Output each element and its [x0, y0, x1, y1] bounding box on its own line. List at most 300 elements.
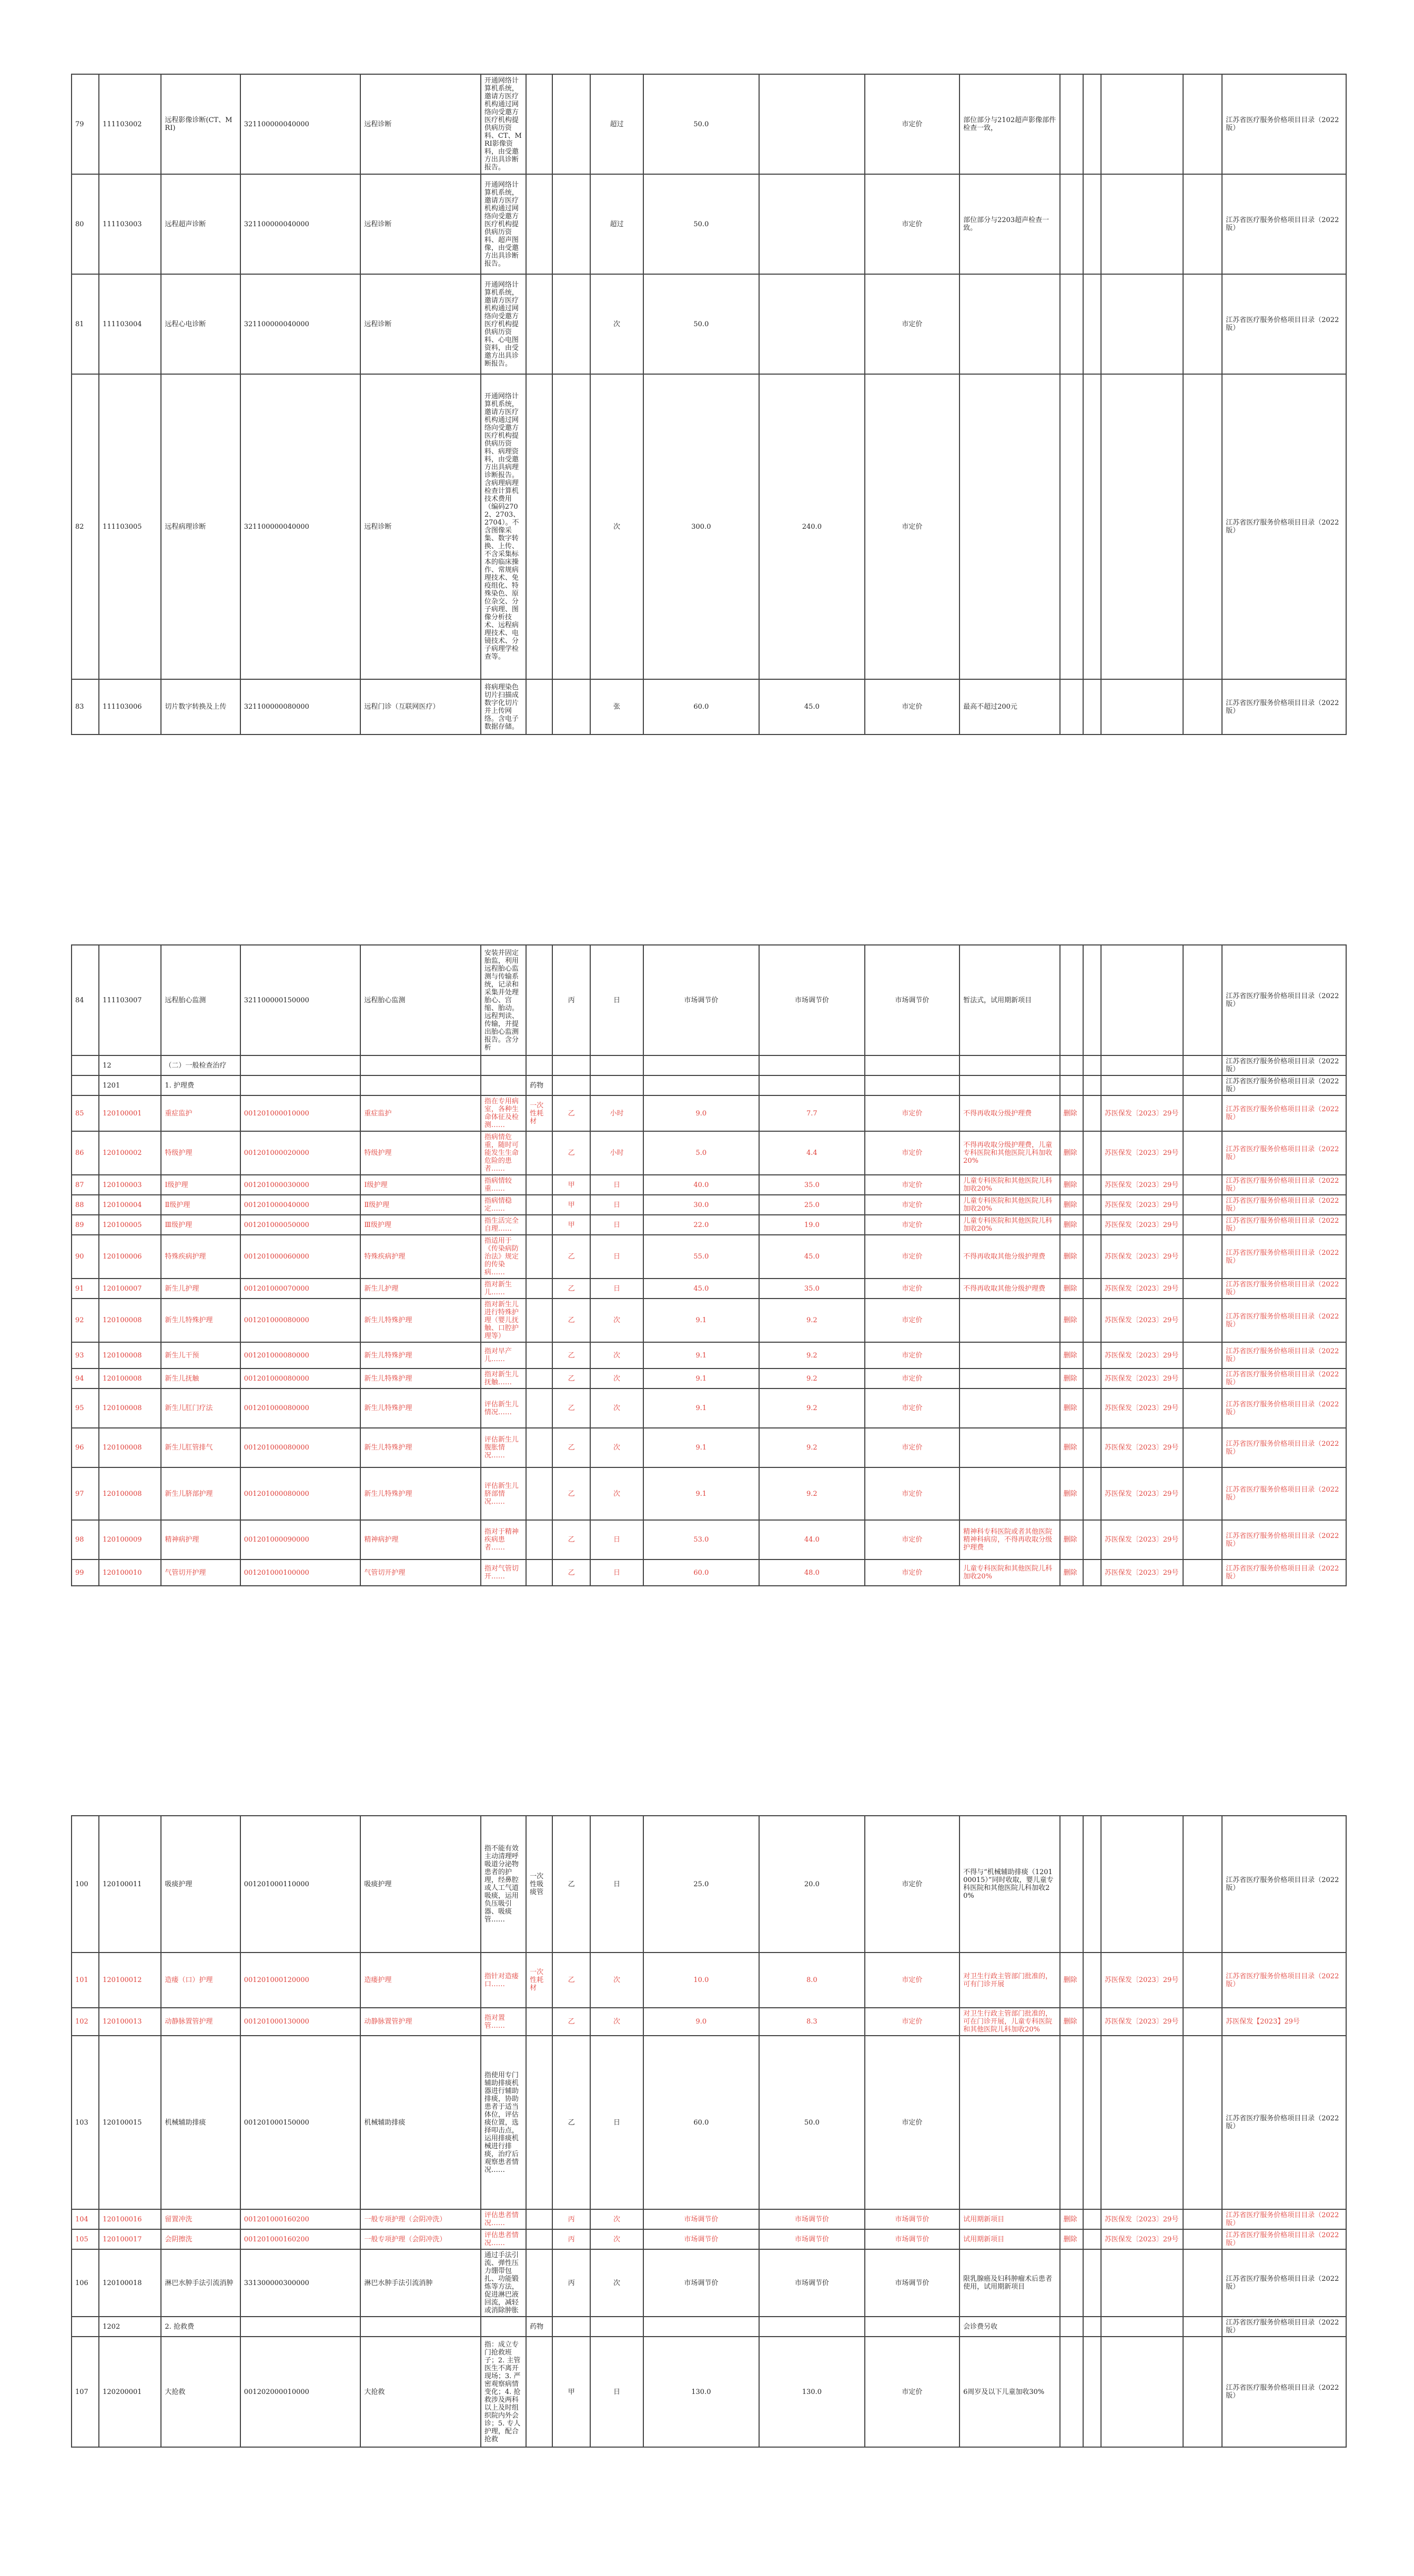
cell-text: 新生儿肛门疗法 — [165, 1404, 213, 1412]
table-cell — [1183, 1467, 1222, 1520]
table-cell — [1222, 679, 1346, 734]
table-cell — [590, 679, 643, 734]
table-cell — [526, 2209, 552, 2229]
table-cell — [72, 1520, 99, 1559]
table-cell — [72, 1095, 99, 1131]
table-cell — [72, 2317, 99, 2337]
cell-text: 江苏省医疗服务价格项目目录（2022版） — [1226, 2319, 1339, 2334]
table-cell — [1101, 274, 1183, 374]
cell-text: 次 — [613, 1316, 620, 1324]
table-row — [72, 2008, 1346, 2036]
table-cell — [72, 2229, 99, 2249]
table-cell — [643, 1075, 760, 1095]
table-cell — [865, 1075, 959, 1095]
cell-text: 指不能有效主动清理呼吸道分泌物患者的护理，经鼻腔或人工气道吸痰，运用负压吸引器、吸痰管…… — [484, 1845, 519, 1924]
table-cell — [240, 1235, 361, 1279]
cell-text: 91 — [75, 1284, 84, 1293]
table-cell — [360, 1388, 481, 1428]
table-cell — [759, 1095, 864, 1131]
cell-text: 远程影像诊断(CT、MRI) — [165, 116, 233, 132]
table-cell — [1060, 1215, 1083, 1235]
cell-text: 9.0 — [695, 2018, 707, 2026]
table-cell — [240, 1816, 361, 1953]
table-cell — [1183, 1279, 1222, 1299]
cell-text: 江苏省医疗服务价格项目目录（2022版） — [1226, 2384, 1339, 2400]
table-cell — [360, 2209, 481, 2229]
cell-text: 乙 — [568, 1284, 575, 1293]
table-cell — [1083, 1299, 1101, 1342]
cell-text: 市场调节价 — [794, 2215, 829, 2223]
table-cell — [240, 1467, 361, 1520]
cell-text: 30.0 — [693, 1201, 709, 1209]
table-cell — [759, 1368, 864, 1388]
table-cell — [759, 1235, 864, 1279]
cell-text: 新生儿特殊护理 — [364, 1444, 412, 1452]
table-cell — [865, 2036, 959, 2209]
table-row — [72, 1195, 1346, 1215]
table-cell — [161, 1299, 240, 1342]
table-cell — [759, 679, 864, 734]
cell-text: 市定价 — [902, 1109, 923, 1118]
table-cell — [161, 1055, 240, 1075]
table-cell — [1083, 1953, 1101, 2008]
cell-text: 会阴擦洗 — [165, 2235, 193, 2243]
cell-text: 120100002 — [103, 1149, 142, 1157]
table-cell — [161, 1215, 240, 1235]
table-cell — [959, 2317, 1059, 2337]
table-cell — [865, 374, 959, 679]
table-cell — [481, 1095, 526, 1131]
table-cell — [759, 945, 864, 1055]
cell-text: 60.0 — [693, 1568, 709, 1577]
cell-text: 删除 — [1063, 1109, 1077, 1118]
cell-text: 92 — [75, 1316, 84, 1324]
cell-text: 指适用于《传染病防治法》规定的传染病…… — [484, 1237, 519, 1276]
cell-text: 部位部分与2203超声检查一致。 — [963, 216, 1049, 232]
table-cell — [526, 1299, 552, 1342]
cell-text: 001201000080000 — [244, 1374, 309, 1383]
cell-text: 机械辅助排痰 — [165, 2118, 206, 2127]
table-cell — [1222, 74, 1346, 174]
table-cell — [161, 2209, 240, 2229]
table-cell — [590, 1816, 643, 1953]
table-cell — [526, 1175, 552, 1195]
table-cell — [1060, 1095, 1083, 1131]
cell-text: 001201000100000 — [244, 1568, 309, 1577]
table-cell — [240, 2229, 361, 2249]
cell-text: 新生儿抚触 — [165, 1374, 199, 1383]
table-row — [72, 1095, 1346, 1131]
cell-text: 远程心电诊断 — [165, 320, 206, 328]
table-cell — [759, 1342, 864, 1368]
table-cell — [1183, 1342, 1222, 1368]
cell-text: 甲 — [568, 1221, 575, 1229]
cell-text: Ⅰ级护理 — [165, 1181, 188, 1189]
table-cell — [72, 1559, 99, 1586]
table-cell — [590, 2036, 643, 2209]
table-cell — [526, 2008, 552, 2036]
table-cell — [1183, 945, 1222, 1055]
table-cell — [240, 2209, 361, 2229]
cell-text: 新生儿特殊护理 — [364, 1490, 412, 1498]
table-cell — [72, 1816, 99, 1953]
cell-text: 特级护理 — [165, 1149, 193, 1157]
cell-text: 日 — [613, 996, 620, 1004]
cell-text: 江苏省医疗服务价格项目目录（2022版） — [1226, 1486, 1339, 1502]
cell-text: 日 — [613, 1201, 620, 1209]
table-cell — [240, 1215, 361, 1235]
cell-text: 远程诊断 — [364, 320, 392, 328]
cell-text: 会诊费另收 — [963, 2322, 998, 2331]
table-cell — [1083, 1816, 1101, 1953]
table-cell — [1101, 1055, 1183, 1075]
cell-text: 321100000040000 — [244, 522, 309, 531]
cell-text: 100 — [75, 1880, 88, 1888]
table-cell — [526, 1388, 552, 1428]
table-cell — [360, 1279, 481, 1299]
table-cell — [1222, 174, 1346, 274]
table-cell — [1083, 1428, 1101, 1467]
table-cell — [1101, 1428, 1183, 1467]
table-cell — [72, 74, 99, 174]
cell-text: 120100007 — [103, 1284, 142, 1293]
cell-text: 市定价 — [902, 2118, 923, 2127]
cell-text: 江苏省医疗服务价格项目目录（2022版） — [1226, 1565, 1339, 1581]
cell-text: 江苏省医疗服务价格项目目录（2022版） — [1226, 992, 1339, 1008]
cell-text: 日 — [613, 1880, 620, 1888]
table-cell — [643, 1816, 760, 1953]
cell-text: 9.2 — [806, 1316, 817, 1324]
table-cell — [590, 1131, 643, 1175]
table-cell — [161, 1953, 240, 2008]
cell-text: 120100017 — [103, 2235, 142, 2243]
table-cell — [1083, 1095, 1101, 1131]
cell-text: 市场调节价 — [895, 2235, 930, 2243]
cell-text: 55.0 — [693, 1253, 709, 1261]
cell-text: 90 — [75, 1253, 84, 1261]
table-cell — [1083, 1235, 1101, 1279]
table-cell — [99, 1368, 161, 1388]
cell-text: 江苏省医疗服务价格项目目录（2022版） — [1226, 519, 1339, 535]
cell-text: 85 — [75, 1109, 84, 1118]
cell-text: 气管切开护理 — [165, 1568, 206, 1577]
table-cell — [1222, 2209, 1346, 2229]
table-cell — [1060, 1195, 1083, 1215]
table-cell — [959, 1215, 1059, 1235]
cell-text: 指对于精神疾病患者…… — [484, 1528, 519, 1552]
table-cell — [360, 945, 481, 1055]
table-cell — [1060, 1299, 1083, 1342]
cell-text: 120100004 — [103, 1201, 142, 1209]
cell-text: 指病情危重，随时可能发生生命危险的患者…… — [484, 1133, 519, 1173]
cell-text: 通过手法引流、弹性压力绷带包扎、功能锻炼等方法，促进淋巴液回流，减轻或消除肿胀 — [484, 2251, 519, 2315]
cell-text: 江苏省医疗服务价格项目目录（2022版） — [1226, 1440, 1339, 1456]
cell-text: 130.0 — [691, 2388, 711, 2396]
cell-text: 丙 — [568, 996, 575, 1004]
cell-text: 重症监护 — [165, 1109, 193, 1118]
cell-text: 气管切开护理 — [364, 1568, 406, 1577]
cell-text: 35.0 — [804, 1181, 820, 1189]
cell-text: 超过 — [610, 220, 624, 228]
table-cell — [552, 2209, 590, 2229]
table-cell — [161, 1368, 240, 1388]
cell-text: 删除 — [1063, 1253, 1077, 1261]
table-cell — [590, 174, 643, 274]
table-cell — [360, 2249, 481, 2317]
table-cell — [865, 1299, 959, 1342]
table-cell — [552, 2317, 590, 2337]
table-cell — [552, 2337, 590, 2447]
table-cell — [1083, 2317, 1101, 2337]
table-cell — [590, 1467, 643, 1520]
table-cell — [1222, 2229, 1346, 2249]
table-cell — [1183, 1095, 1222, 1131]
cell-text: 86 — [75, 1149, 84, 1157]
table-row — [72, 1075, 1346, 1095]
table-cell — [240, 1520, 361, 1559]
cell-text: 苏医保发〔2023〕29号 — [1104, 1490, 1179, 1498]
table-cell — [360, 1368, 481, 1388]
cell-text: 删除 — [1063, 1404, 1077, 1412]
table-cell — [526, 74, 552, 174]
cell-text: 321100000040000 — [244, 220, 309, 228]
cell-text: 删除 — [1063, 2235, 1077, 2243]
table-cell — [1060, 1388, 1083, 1428]
table-cell — [360, 1299, 481, 1342]
table-cell — [1183, 1816, 1222, 1953]
table-row — [72, 1215, 1346, 1235]
cell-text: 乙 — [568, 1374, 575, 1383]
table-cell — [161, 1342, 240, 1368]
table-cell — [643, 945, 760, 1055]
table-cell — [552, 1953, 590, 2008]
cell-text: 新生儿特殊护理 — [165, 1316, 213, 1324]
table-cell — [552, 1299, 590, 1342]
table-cell — [526, 679, 552, 734]
cell-text: 江苏省医疗服务价格项目目录（2022版） — [1226, 1281, 1339, 1296]
table-cell — [526, 274, 552, 374]
table-cell — [1183, 1559, 1222, 1586]
table-cell — [865, 1467, 959, 1520]
table-cell — [240, 945, 361, 1055]
cell-text: 江苏省医疗服务价格项目目录（2022版） — [1226, 216, 1339, 232]
table-cell — [1060, 1520, 1083, 1559]
table-cell — [759, 1195, 864, 1215]
table-cell — [1101, 2317, 1183, 2337]
cell-text: 市场调节价 — [794, 2279, 829, 2287]
cell-text: 市定价 — [902, 1351, 923, 1360]
table-cell — [959, 2337, 1059, 2447]
table-cell — [865, 1215, 959, 1235]
cell-text: 1. 护理费 — [165, 1081, 194, 1090]
table-cell — [526, 2249, 552, 2317]
cell-text: 张 — [613, 703, 620, 711]
table-cell — [360, 1559, 481, 1586]
table-cell — [865, 2008, 959, 2036]
table-cell — [240, 2337, 361, 2447]
table-cell — [99, 1279, 161, 1299]
table-cell — [161, 2249, 240, 2317]
table-cell — [481, 2337, 526, 2447]
table-cell — [759, 2337, 864, 2447]
cell-text: 精神科专科医院或者其他医院精神科病房，不得再收取分级护理费 — [963, 1528, 1053, 1552]
cell-text: 开通网络计算机系统，邀请方医疗机构通过网络向受邀方医疗机构提供病历资料、病理资料，由受邀方出具病理诊断报告。含病理病理检查计算机技术费用（编码2702、2703、2704）。不含图像采集、数字转换、上传、不含采集标本的临床操作、常规病理技术、免疫组化、特殊染色、原位杂交、分子病理、图像分析技术、远程病理技术、电镜技术、分子病理学检查等。 — [484, 393, 520, 661]
table-cell — [360, 2317, 481, 2337]
table-cell — [552, 1342, 590, 1368]
cell-text: 001201000070000 — [244, 1284, 309, 1293]
cell-text: 指对置管…… — [484, 2014, 505, 2030]
table-cell — [360, 1428, 481, 1467]
table-cell — [99, 1467, 161, 1520]
table-cell — [99, 1095, 161, 1131]
cell-text: 20.0 — [804, 1880, 820, 1888]
table-cell — [959, 1467, 1059, 1520]
table-cell — [1101, 1195, 1183, 1215]
table-cell — [360, 274, 481, 374]
cell-text: 19.0 — [804, 1221, 820, 1229]
cell-text: 不得再收取其他分级护理费 — [963, 1284, 1046, 1293]
cell-text: 001201000080000 — [244, 1316, 309, 1324]
table-cell — [161, 1175, 240, 1195]
table-cell — [865, 2337, 959, 2447]
table-cell — [99, 2249, 161, 2317]
table-cell — [481, 945, 526, 1055]
table-row — [72, 1279, 1346, 1299]
table-cell — [759, 2249, 864, 2317]
table-cell — [1083, 1342, 1101, 1368]
cell-text: 120100008 — [103, 1404, 142, 1412]
table-row — [72, 1299, 1346, 1342]
table-cell — [759, 1953, 864, 2008]
table-cell — [959, 374, 1059, 679]
table-cell — [240, 274, 361, 374]
cell-text: 001201000030000 — [244, 1181, 309, 1189]
cell-text: 苏医保发〔2023〕29号 — [1104, 1149, 1179, 1157]
cell-text: 市场调节价 — [895, 996, 930, 1004]
table-cell — [481, 1342, 526, 1368]
cell-text: 一般专项护理（会阴冲洗） — [364, 2215, 447, 2223]
cell-text: 苏医保发〔2023〕29号 — [1104, 1253, 1179, 1261]
table-cell — [481, 374, 526, 679]
table-cell — [99, 1559, 161, 1586]
table-cell — [1083, 1559, 1101, 1586]
cell-text: 评估新生儿腹胀情况…… — [484, 1436, 519, 1460]
cell-text: 次 — [613, 2279, 620, 2287]
cell-text: 评估新生儿情况…… — [484, 1400, 519, 1416]
cell-text: 87 — [75, 1181, 84, 1189]
cell-text: 001202000010000 — [244, 2388, 309, 2396]
cell-text: 苏医保发〔2023〕29号 — [1104, 1374, 1179, 1383]
cell-text: 造瘘（口）护理 — [165, 1976, 213, 1984]
table-cell — [552, 679, 590, 734]
table-cell — [1101, 74, 1183, 174]
table-cell — [360, 374, 481, 679]
cell-text: 7.7 — [806, 1109, 817, 1118]
table-cell — [1222, 1075, 1346, 1095]
table-cell — [240, 2008, 361, 2036]
table-cell — [643, 679, 760, 734]
table-cell — [1060, 1075, 1083, 1095]
table-cell — [1183, 1299, 1222, 1342]
cell-text: 苏医保发〔2023〕29号 — [1104, 1316, 1179, 1324]
table-cell — [643, 1131, 760, 1175]
table-cell — [959, 1055, 1059, 1075]
table-cell — [240, 1299, 361, 1342]
cell-text: 50.0 — [804, 2118, 820, 2127]
cell-text: 120100011 — [103, 1880, 142, 1888]
table-cell — [360, 1195, 481, 1215]
table-cell — [1060, 1428, 1083, 1467]
table-cell — [959, 74, 1059, 174]
table-cell — [161, 274, 240, 374]
cell-text: 9.1 — [695, 1374, 707, 1383]
table-cell — [1101, 1388, 1183, 1428]
table-cell — [1083, 1279, 1101, 1299]
table-cell — [1222, 1559, 1346, 1586]
cell-text: 新生儿护理 — [165, 1284, 199, 1293]
cell-text: 儿童专科医院和其他医院儿科加收20% — [963, 1197, 1053, 1213]
table-cell — [99, 1428, 161, 1467]
table-cell — [1183, 374, 1222, 679]
table-row — [72, 2209, 1346, 2229]
table-cell — [959, 1131, 1059, 1175]
cell-text: 001201000150000 — [244, 2118, 309, 2127]
cell-text: 江苏省医疗服务价格项目目录（2022版） — [1226, 1400, 1339, 1416]
table-cell — [99, 1131, 161, 1175]
cell-text: 丙 — [568, 2215, 575, 2223]
table-cell — [1060, 74, 1083, 174]
table-cell — [1060, 1467, 1083, 1520]
table-cell — [161, 2337, 240, 2447]
cell-text: 精神病护理 — [165, 1536, 199, 1544]
table-cell — [759, 1279, 864, 1299]
table-cell — [1101, 1175, 1183, 1195]
table-cell — [590, 2008, 643, 2036]
table-cell — [360, 1131, 481, 1175]
table-cell — [526, 1368, 552, 1388]
cell-text: 次 — [613, 1444, 620, 1452]
table-cell — [72, 1279, 99, 1299]
table-row — [72, 1055, 1346, 1075]
cell-text: 删除 — [1063, 1284, 1077, 1293]
cell-text: 乙 — [568, 2118, 575, 2127]
cell-text: 一般专项护理（会阴冲洗） — [364, 2235, 447, 2243]
table-cell — [759, 1559, 864, 1586]
cell-text: 江苏省医疗服务价格项目目录（2022版） — [1226, 1058, 1339, 1073]
table-cell — [360, 2337, 481, 2447]
table-cell — [1222, 1215, 1346, 1235]
table-cell — [1083, 1368, 1101, 1388]
cell-text: 指对新生儿…… — [484, 1281, 512, 1296]
cell-text: 001201000130000 — [244, 2018, 309, 2026]
table-cell — [1083, 945, 1101, 1055]
table-cell — [481, 2209, 526, 2229]
cell-text: 删除 — [1063, 1568, 1077, 1577]
table-cell — [99, 2337, 161, 2447]
cell-text: 江苏省医疗服务价格项目目录（2022版） — [1226, 1177, 1339, 1193]
cell-text: 江苏省医疗服务价格项目目录（2022版） — [1226, 2231, 1339, 2247]
table-cell — [759, 374, 864, 679]
table-cell — [959, 1235, 1059, 1279]
table-row — [72, 1388, 1346, 1428]
table-cell — [526, 1342, 552, 1368]
table-cell — [1060, 1559, 1083, 1586]
cell-text: 5.0 — [695, 1149, 707, 1157]
table-cell — [360, 1075, 481, 1095]
table-cell — [240, 1075, 361, 1095]
cell-text: 48.0 — [804, 1568, 820, 1577]
cell-text: 江苏省医疗服务价格项目目录（2022版） — [1226, 1972, 1339, 1988]
